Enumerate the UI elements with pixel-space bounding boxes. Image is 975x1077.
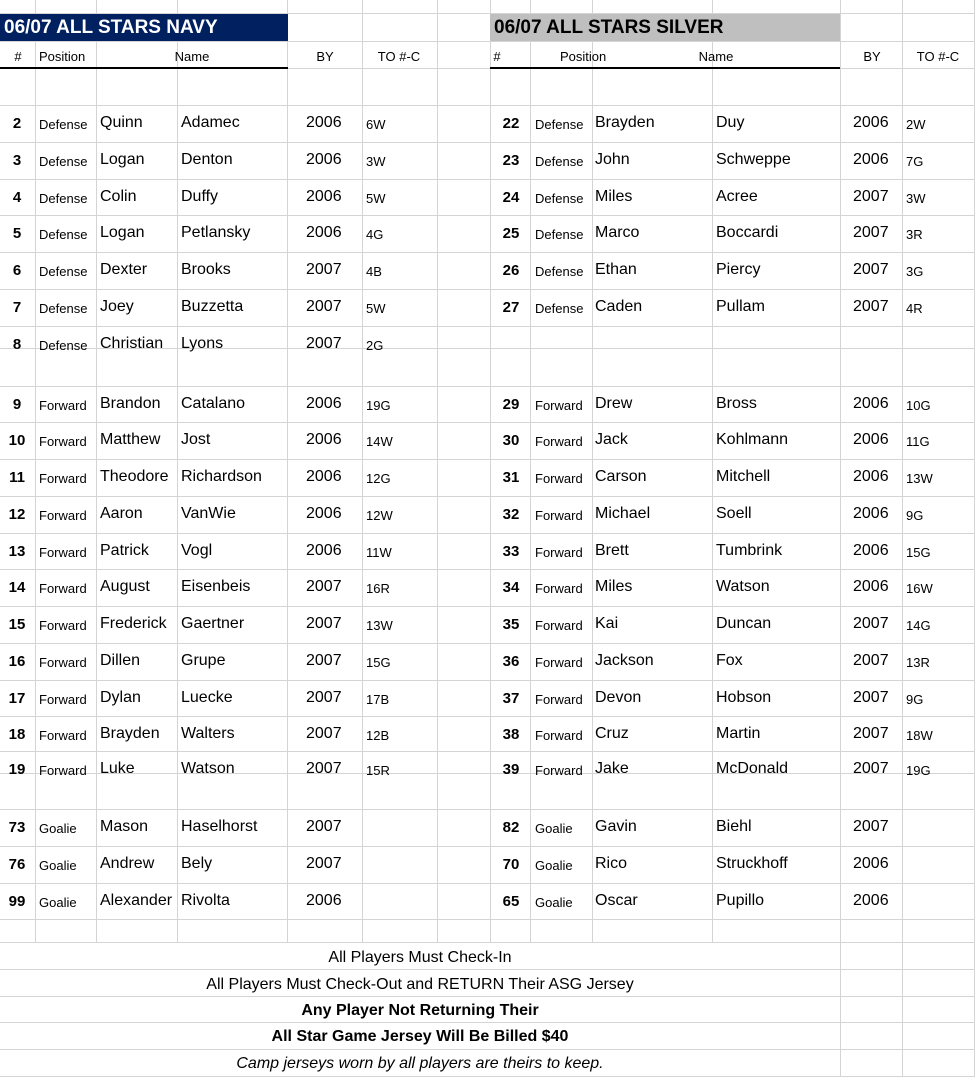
grid-row-line (0, 680, 975, 681)
player-birth-year: 2006 (306, 113, 342, 131)
player-team-number-color: 14G (906, 617, 931, 633)
player-birth-year: 2006 (853, 854, 889, 872)
player-last-name: Pupillo (716, 891, 765, 909)
player-team-number-color: 3W (906, 190, 926, 206)
player-birth-year: 2007 (853, 651, 889, 669)
player-birth-year: 2007 (853, 759, 889, 777)
footer-billing-warning: Any Player Not Returning Their (301, 1002, 539, 1019)
player-team-number-color: 15R (366, 762, 390, 778)
player-last-name: Tumbrink (716, 541, 783, 559)
player-last-name: Boccardi (716, 223, 779, 241)
grid-row-line (0, 996, 975, 997)
player-first-name: Andrew (100, 854, 155, 872)
player-team-number-color: 12G (366, 470, 391, 486)
player-team-number-color: 18W (906, 727, 933, 743)
player-number: 7 (12, 298, 22, 316)
player-number: 32 (502, 505, 520, 523)
player-last-name: Bely (181, 854, 213, 872)
header-position: Position (39, 49, 86, 64)
player-birth-year: 2007 (853, 817, 889, 835)
player-team-number-color: 11G (906, 433, 930, 449)
player-position: Forward (535, 691, 583, 707)
grid-row-line (0, 606, 975, 607)
player-position: Defense (535, 190, 584, 206)
grid-row-line (0, 1049, 975, 1050)
header-underline (490, 67, 840, 69)
player-team-number-color: 3G (906, 263, 924, 279)
player-position: Goalie (535, 894, 573, 910)
player-team-number-color: 4G (366, 226, 384, 242)
player-last-name: Bross (716, 394, 757, 412)
player-birth-year: 2006 (306, 394, 342, 412)
player-position: Forward (535, 727, 583, 743)
player-last-name: Haselhorst (181, 817, 258, 835)
player-last-name: Martin (716, 724, 761, 742)
footer-check-out: All Players Must Check-Out and RETURN Their ASG Jersey (206, 976, 634, 993)
player-number: 6 (12, 261, 22, 279)
player-number: 17 (8, 689, 26, 707)
player-birth-year: 2006 (853, 394, 889, 412)
player-position: Goalie (535, 857, 573, 873)
player-team-number-color: 6W (366, 116, 386, 132)
player-number: 18 (8, 725, 26, 743)
player-number: 26 (502, 261, 520, 279)
player-number: 33 (502, 542, 520, 560)
player-first-name: Gavin (595, 817, 637, 835)
player-last-name: Kohlmann (716, 430, 789, 448)
player-number: 15 (8, 615, 26, 633)
grid-row-line (0, 496, 975, 497)
player-last-name: Grupe (181, 651, 226, 669)
player-first-name: Dylan (100, 688, 141, 706)
grid-column-line (840, 942, 841, 1077)
player-first-name: Dillen (100, 651, 141, 669)
player-number: 19 (8, 760, 26, 778)
grid-row-line (0, 809, 975, 810)
player-number: 73 (8, 818, 26, 836)
player-first-name: Kai (595, 614, 619, 632)
player-first-name: Oscar (595, 891, 638, 909)
player-team-number-color: 13W (906, 470, 933, 486)
player-position: Defense (39, 300, 88, 316)
grid-row-line (0, 326, 975, 327)
player-last-name: McDonald (716, 759, 789, 777)
player-position: Forward (39, 691, 87, 707)
player-first-name: Logan (100, 150, 145, 168)
player-number: 27 (502, 298, 520, 316)
player-position: Goalie (39, 857, 77, 873)
player-number: 5 (12, 224, 22, 242)
player-birth-year: 2007 (853, 688, 889, 706)
player-position: Forward (535, 544, 583, 560)
player-first-name: Rico (595, 854, 628, 872)
player-last-name: Walters (181, 724, 235, 742)
player-number: 35 (502, 615, 520, 633)
header-name: Name (174, 49, 210, 64)
player-first-name: Theodore (100, 467, 169, 485)
header-number: # (493, 49, 501, 64)
grid-row-line (0, 459, 975, 460)
grid-row-line (0, 919, 975, 920)
player-position: Goalie (39, 820, 77, 836)
player-birth-year: 2006 (306, 541, 342, 559)
player-team-number-color: 13W (366, 617, 393, 633)
grid-row-line (0, 142, 975, 143)
player-number: 23 (502, 151, 520, 169)
grid-row-line (0, 215, 975, 216)
player-position: Forward (39, 580, 87, 596)
player-last-name: Lyons (181, 334, 224, 352)
player-position: Forward (39, 470, 87, 486)
player-last-name: Mitchell (716, 467, 771, 485)
player-number: 8 (12, 335, 22, 353)
grid-row-line (0, 533, 975, 534)
player-last-name: Petlansky (181, 223, 251, 241)
player-birth-year: 2006 (306, 891, 342, 909)
player-team-number-color: 4B (366, 263, 382, 279)
header-team-number-color: TO #-C (916, 49, 960, 64)
player-birth-year: 2007 (306, 817, 342, 835)
player-birth-year: 2007 (306, 577, 342, 595)
grid-column-line (902, 942, 903, 1077)
player-last-name: Gaertner (181, 614, 245, 632)
player-team-number-color: 19G (366, 397, 391, 413)
player-position: Defense (39, 116, 88, 132)
player-team-number-color: 2G (366, 337, 384, 353)
footer-camp-jerseys: Camp jerseys worn by all players are theirs to keep. (236, 1055, 604, 1072)
player-position: Forward (39, 762, 87, 778)
player-last-name: Pullam (716, 297, 765, 315)
player-position: Forward (39, 544, 87, 560)
player-first-name: Jackson (595, 651, 654, 669)
grid-row-line (0, 105, 975, 106)
player-first-name: Christian (100, 334, 164, 352)
player-team-number-color: 4R (906, 300, 923, 316)
player-birth-year: 2007 (853, 223, 889, 241)
player-number: 14 (8, 578, 26, 596)
player-last-name: Fox (716, 651, 743, 669)
header-position: Position (560, 49, 607, 64)
grid-row-line (0, 846, 975, 847)
player-first-name: Caden (595, 297, 643, 315)
player-last-name: Catalano (181, 394, 246, 412)
player-first-name: Matthew (100, 430, 161, 448)
player-birth-year: 2006 (853, 577, 889, 595)
player-number: 76 (8, 855, 26, 873)
player-team-number-color: 13R (906, 654, 930, 670)
player-number: 37 (502, 689, 520, 707)
grid-row-line (0, 386, 975, 387)
player-last-name: Luecke (181, 688, 233, 706)
player-birth-year: 2006 (853, 113, 889, 131)
grid-row-line (0, 422, 975, 423)
footer-billing-amount: All Star Game Jersey Will Be Billed $40 (271, 1028, 569, 1045)
player-number: 24 (502, 188, 520, 206)
player-birth-year: 2006 (306, 504, 342, 522)
player-number: 25 (502, 224, 520, 242)
player-team-number-color: 15G (906, 544, 931, 560)
player-birth-year: 2007 (306, 614, 342, 632)
player-number: 82 (502, 818, 520, 836)
player-last-name: Vogl (181, 541, 213, 559)
player-first-name: Mason (100, 817, 149, 835)
header-birth-year: BY (316, 49, 334, 64)
player-number: 22 (502, 114, 520, 132)
player-position: Forward (39, 507, 87, 523)
player-first-name: Drew (595, 394, 633, 412)
player-team-number-color: 19G (906, 762, 931, 778)
player-birth-year: 2007 (306, 759, 342, 777)
player-birth-year: 2007 (306, 260, 342, 278)
player-position: Forward (39, 654, 87, 670)
player-first-name: Miles (595, 577, 633, 595)
player-number: 34 (502, 578, 520, 596)
player-last-name: Buzzetta (181, 297, 244, 315)
player-team-number-color: 17B (366, 691, 390, 707)
player-first-name: Jake (595, 759, 629, 777)
grid-row-line (0, 773, 975, 774)
player-position: Forward (39, 727, 87, 743)
player-team-number-color: 9G (906, 691, 924, 707)
header-birth-year: BY (863, 49, 881, 64)
player-team-number-color: 2W (906, 116, 926, 132)
player-first-name: Aaron (100, 504, 143, 522)
player-birth-year: 2006 (853, 467, 889, 485)
player-number: 13 (8, 542, 26, 560)
player-number: 2 (12, 114, 22, 132)
player-first-name: Alexander (100, 891, 173, 909)
player-number: 39 (502, 760, 520, 778)
player-birth-year: 2006 (306, 187, 342, 205)
player-position: Defense (535, 226, 584, 242)
player-team-number-color: 16W (906, 580, 933, 596)
player-first-name: John (595, 150, 630, 168)
player-number: 36 (502, 652, 520, 670)
grid-row-line (0, 179, 975, 180)
player-first-name: Brett (595, 541, 629, 559)
player-last-name: Piercy (716, 260, 761, 278)
player-last-name: Jost (181, 430, 211, 448)
player-first-name: Luke (100, 759, 135, 777)
header-name: Name (698, 49, 734, 64)
player-birth-year: 2006 (306, 467, 342, 485)
player-last-name: Denton (181, 150, 233, 168)
player-last-name: Richardson (181, 467, 262, 485)
player-birth-year: 2007 (306, 854, 342, 872)
player-first-name: Logan (100, 223, 145, 241)
player-birth-year: 2007 (306, 334, 342, 352)
player-first-name: Jack (595, 430, 628, 448)
player-position: Goalie (535, 820, 573, 836)
player-first-name: Devon (595, 688, 642, 706)
player-team-number-color: 5W (366, 300, 386, 316)
player-team-number-color: 7G (906, 153, 924, 169)
player-first-name: Marco (595, 223, 640, 241)
player-first-name: Miles (595, 187, 633, 205)
player-first-name: Dexter (100, 260, 148, 278)
player-last-name: Acree (716, 187, 758, 205)
player-number: 38 (502, 725, 520, 743)
player-birth-year: 2006 (306, 150, 342, 168)
player-last-name: Duncan (716, 614, 772, 632)
player-team-number-color: 15G (366, 654, 391, 670)
grid-row-line (0, 643, 975, 644)
player-last-name: Duy (716, 113, 745, 131)
player-birth-year: 2007 (853, 297, 889, 315)
player-first-name: Frederick (100, 614, 167, 632)
player-birth-year: 2006 (853, 430, 889, 448)
player-birth-year: 2006 (306, 430, 342, 448)
player-number: 11 (9, 468, 25, 486)
grid-row-line (0, 289, 975, 290)
grid-row-line (0, 716, 975, 717)
player-last-name: VanWie (181, 504, 236, 522)
player-first-name: Ethan (595, 260, 637, 278)
player-last-name: Eisenbeis (181, 577, 251, 595)
player-birth-year: 2007 (853, 614, 889, 632)
player-first-name: Brayden (595, 113, 655, 131)
player-birth-year: 2007 (306, 297, 342, 315)
player-position: Forward (535, 580, 583, 596)
header-number: # (14, 49, 22, 64)
grid-row-line (0, 942, 975, 943)
player-last-name: Hobson (716, 688, 772, 706)
player-position: Defense (39, 190, 88, 206)
player-team-number-color: 10G (906, 397, 931, 413)
player-first-name: Patrick (100, 541, 149, 559)
player-number: 9 (12, 395, 22, 413)
player-last-name: Soell (716, 504, 752, 522)
player-number: 3 (12, 151, 22, 169)
player-number: 65 (502, 892, 520, 910)
player-team-number-color: 3W (366, 153, 386, 169)
player-first-name: Michael (595, 504, 651, 522)
player-birth-year: 2006 (853, 150, 889, 168)
player-position: Defense (535, 116, 584, 132)
grid-row-line (0, 969, 975, 970)
player-position: Defense (39, 263, 88, 279)
player-first-name: Cruz (595, 724, 629, 742)
grid-row-line (0, 751, 975, 752)
player-position: Forward (535, 654, 583, 670)
player-position: Forward (39, 617, 87, 633)
player-birth-year: 2006 (306, 223, 342, 241)
player-first-name: Brandon (100, 394, 161, 412)
player-position: Forward (535, 433, 583, 449)
footer-check-in: All Players Must Check-In (328, 949, 512, 966)
player-position: Forward (535, 617, 583, 633)
player-birth-year: 2007 (853, 187, 889, 205)
player-position: Defense (535, 153, 584, 169)
player-first-name: Joey (100, 297, 134, 315)
player-position: Forward (39, 397, 87, 413)
player-birth-year: 2007 (306, 724, 342, 742)
player-birth-year: 2006 (853, 504, 889, 522)
player-position: Forward (535, 762, 583, 778)
player-last-name: Watson (716, 577, 770, 595)
player-position: Defense (39, 337, 88, 353)
player-number: 29 (502, 395, 520, 413)
player-team-number-color: 9G (906, 507, 924, 523)
player-team-number-color: 12B (366, 727, 390, 743)
player-birth-year: 2007 (853, 724, 889, 742)
player-birth-year: 2006 (853, 891, 889, 909)
player-last-name: Biehl (716, 817, 752, 835)
header-underline (0, 67, 288, 69)
player-last-name: Duffy (181, 187, 219, 205)
navy-team-title: 06/07 ALL STARS NAVY (0, 14, 288, 41)
player-team-number-color: 16R (366, 580, 390, 596)
player-last-name: Watson (181, 759, 235, 777)
player-first-name: Colin (100, 187, 137, 205)
player-first-name: Carson (595, 467, 647, 485)
player-position: Goalie (39, 894, 77, 910)
player-number: 70 (502, 855, 520, 873)
player-number: 99 (8, 892, 26, 910)
player-position: Defense (535, 263, 584, 279)
player-number: 31 (502, 468, 520, 486)
player-position: Forward (535, 470, 583, 486)
player-team-number-color: 12W (366, 507, 393, 523)
grid-row-line (0, 569, 975, 570)
player-last-name: Brooks (181, 260, 231, 278)
player-birth-year: 2007 (853, 260, 889, 278)
player-birth-year: 2006 (853, 541, 889, 559)
player-last-name: Struckhoff (716, 854, 788, 872)
player-birth-year: 2007 (306, 688, 342, 706)
player-number: 30 (502, 431, 520, 449)
player-last-name: Rivolta (181, 891, 230, 909)
player-position: Forward (535, 507, 583, 523)
player-number: 16 (8, 652, 26, 670)
player-team-number-color: 3R (906, 226, 923, 242)
player-position: Defense (535, 300, 584, 316)
header-team-number-color: TO #-C (377, 49, 421, 64)
player-team-number-color: 14W (366, 433, 393, 449)
player-birth-year: 2007 (306, 651, 342, 669)
grid-row-line (0, 1022, 975, 1023)
player-number: 10 (8, 431, 26, 449)
player-team-number-color: 11W (366, 544, 392, 560)
player-number: 4 (12, 188, 22, 206)
player-position: Defense (39, 153, 88, 169)
player-first-name: August (100, 577, 150, 595)
player-first-name: Quinn (100, 113, 143, 131)
player-position: Forward (535, 397, 583, 413)
player-team-number-color: 5W (366, 190, 386, 206)
player-number: 12 (8, 505, 26, 523)
grid-row-line (0, 252, 975, 253)
player-last-name: Schweppe (716, 150, 791, 168)
player-position: Defense (39, 226, 88, 242)
silver-team-title: 06/07 ALL STARS SILVER (490, 14, 840, 41)
player-position: Forward (39, 433, 87, 449)
grid-row-line (0, 41, 975, 42)
player-last-name: Adamec (181, 113, 240, 131)
player-first-name: Brayden (100, 724, 160, 742)
grid-row-line (0, 883, 975, 884)
